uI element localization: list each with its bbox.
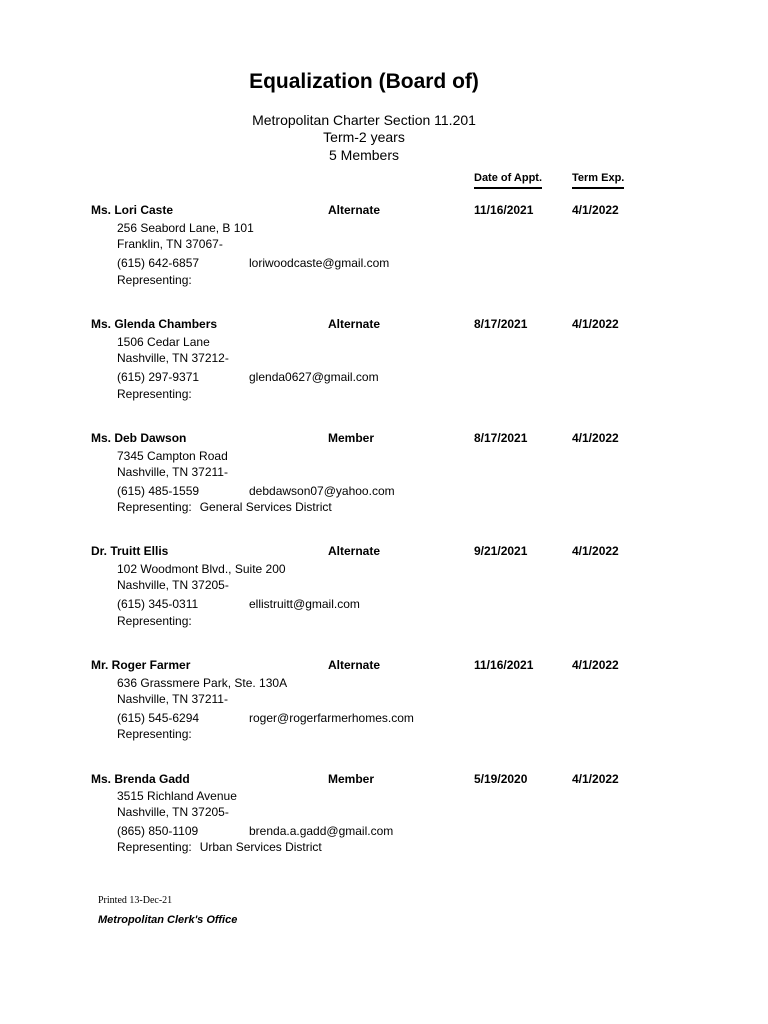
member-address-line2: Franklin, TN 37067- xyxy=(117,237,223,251)
member-phone: (615) 642-6857 xyxy=(117,256,200,270)
member-address-line2: Nashville, TN 37212- xyxy=(117,351,229,365)
member-address-line1: 636 Grassmere Park, Ste. 130A xyxy=(117,676,288,690)
term-length: Term-2 years xyxy=(323,129,405,145)
member-date-of-appt: 8/17/2021 xyxy=(474,317,528,331)
member-name: Mr. Roger Farmer xyxy=(91,658,191,672)
printed-date: Printed 13-Dec-21 xyxy=(98,895,173,906)
member-date-of-appt: 8/17/2021 xyxy=(474,431,528,445)
member-email: roger@rogerfarmerhomes.com xyxy=(249,711,414,725)
charter-section: Metropolitan Charter Section 11.201 xyxy=(252,112,476,128)
member-date-of-appt: 5/19/2020 xyxy=(474,772,528,786)
member-address-line2: Nashville, TN 37205- xyxy=(117,578,229,592)
member-entry xyxy=(0,203,768,303)
representing-value: Urban Services District xyxy=(199,840,322,854)
column-header-term-exp: Term Exp. xyxy=(572,172,624,189)
member-phone: (615) 345-0311 xyxy=(117,597,199,611)
member-term-exp: 4/1/2022 xyxy=(572,772,619,786)
member-address-line1: 7345 Campton Road xyxy=(117,449,228,463)
member-email: ellistruitt@gmail.com xyxy=(249,597,360,611)
member-email: loriwoodcaste@gmail.com xyxy=(249,256,390,270)
member-representing xyxy=(117,840,322,854)
member-representing xyxy=(117,387,200,401)
member-email: brenda.a.gadd@gmail.com xyxy=(249,824,394,838)
member-address-line1: 1506 Cedar Lane xyxy=(117,335,210,349)
member-term-exp: 4/1/2022 xyxy=(572,317,619,331)
page-title: Equalization (Board of) xyxy=(249,70,479,93)
member-entry xyxy=(0,431,768,531)
member-phone: (615) 297-9371 xyxy=(117,370,200,384)
office-name: Metropolitan Clerk's Office xyxy=(98,914,238,926)
member-date-of-appt: 11/16/2021 xyxy=(474,203,534,217)
member-email: glenda0627@gmail.com xyxy=(249,370,379,384)
member-role: Alternate xyxy=(328,544,381,558)
member-address-line2: Nashville, TN 37205- xyxy=(117,805,229,819)
member-term-exp: 4/1/2022 xyxy=(572,544,619,558)
members-count: 5 Members xyxy=(328,147,400,163)
representing-value: General Services District xyxy=(199,500,332,514)
member-date-of-appt: 9/21/2021 xyxy=(474,544,528,558)
member-representing xyxy=(117,273,200,287)
member-name: Ms. Lori Caste xyxy=(91,203,174,217)
member-role: Member xyxy=(328,431,375,445)
member-role: Alternate xyxy=(328,203,381,217)
member-term-exp: 4/1/2022 xyxy=(572,203,619,217)
member-entry xyxy=(0,544,768,644)
representing-label: Representing: xyxy=(117,614,192,628)
member-name: Ms. Deb Dawson xyxy=(91,431,187,445)
member-role: Member xyxy=(328,772,375,786)
member-role: Alternate xyxy=(328,317,381,331)
member-address-line2: Nashville, TN 37211- xyxy=(117,692,228,706)
column-header-date-of-appt: Date of Appt. xyxy=(474,172,542,189)
member-phone: (865) 850-1109 xyxy=(117,824,199,838)
member-address-line1: 256 Seabord Lane, B 101 xyxy=(117,221,254,235)
member-address-line1: 3515 Richland Avenue xyxy=(117,789,237,803)
member-representing xyxy=(117,727,200,741)
member-term-exp: 4/1/2022 xyxy=(572,431,619,445)
member-name: Ms. Brenda Gadd xyxy=(91,772,190,786)
member-representing xyxy=(117,500,332,514)
representing-label: Representing: xyxy=(117,273,192,287)
member-entry xyxy=(0,658,768,758)
member-name: Ms. Glenda Chambers xyxy=(91,317,218,331)
member-entry xyxy=(0,772,768,872)
member-entry xyxy=(0,317,768,417)
representing-label: Representing: xyxy=(117,387,192,401)
member-representing xyxy=(117,614,200,628)
member-term-exp: 4/1/2022 xyxy=(572,658,619,672)
member-date-of-appt: 11/16/2021 xyxy=(474,658,534,672)
member-role: Alternate xyxy=(328,658,381,672)
representing-label: Representing: xyxy=(117,727,192,741)
member-name: Dr. Truitt Ellis xyxy=(91,544,169,558)
member-address-line2: Nashville, TN 37211- xyxy=(117,465,228,479)
representing-label: Representing: xyxy=(117,840,192,854)
member-phone: (615) 485-1559 xyxy=(117,484,200,498)
member-phone: (615) 545-6294 xyxy=(117,711,200,725)
member-email: debdawson07@yahoo.com xyxy=(249,484,395,498)
representing-label: Representing: xyxy=(117,500,192,514)
member-address-line1: 102 Woodmont Blvd., Suite 200 xyxy=(117,562,286,576)
